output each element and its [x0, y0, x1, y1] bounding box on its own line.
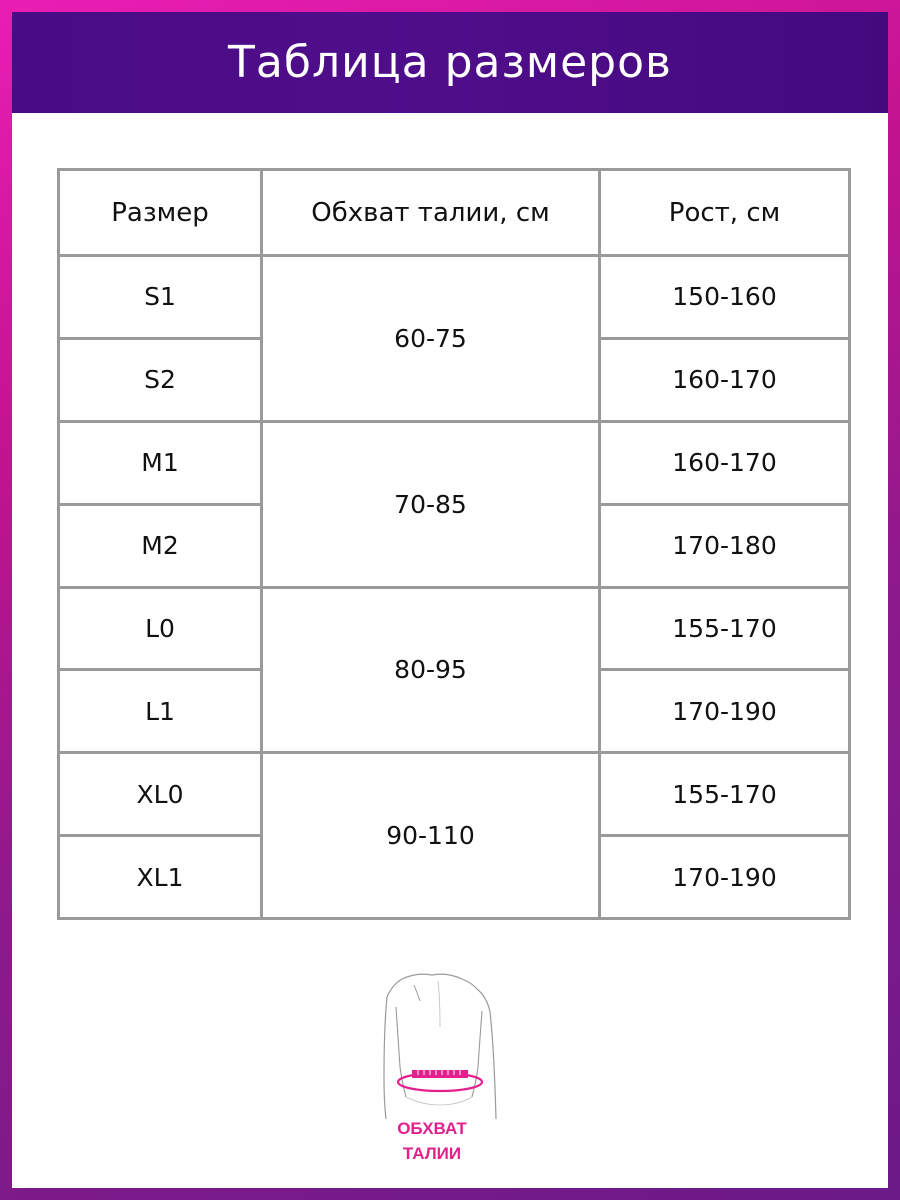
waist-cell: 60-75: [262, 256, 600, 422]
size-cell: S2: [59, 338, 262, 421]
caption-line-2: ТАЛИИ: [402, 1144, 462, 1163]
table-header-row: [59, 170, 850, 256]
height-cell: 150-160: [600, 256, 850, 339]
height-cell: 155-170: [600, 587, 850, 670]
size-cell: S1: [59, 256, 262, 339]
size-cell: XL1: [59, 836, 262, 919]
height-cell: 170-180: [600, 504, 850, 587]
header-banner: [12, 12, 888, 113]
waist-cell: 70-85: [262, 421, 600, 587]
column-header-waist: Обхват талии, см: [262, 170, 600, 256]
size-cell: XL0: [59, 753, 262, 836]
column-header-size: Размер: [59, 170, 262, 256]
page-title: Таблица размеров: [228, 37, 672, 88]
table-row: [59, 256, 850, 339]
size-cell: M1: [59, 421, 262, 504]
waist-cell: 80-95: [262, 587, 600, 753]
size-cell: L0: [59, 587, 262, 670]
table-row: [59, 421, 850, 504]
height-cell: 160-170: [600, 338, 850, 421]
caption-line-1: ОБХВАТ: [397, 1119, 467, 1138]
column-header-height: Рост, см: [600, 170, 850, 256]
height-cell: 160-170: [600, 421, 850, 504]
height-cell: 170-190: [600, 670, 850, 753]
size-cell: M2: [59, 504, 262, 587]
size-cell: L1: [59, 670, 262, 753]
waist-caption: [342, 1116, 522, 1166]
table-row: [59, 753, 850, 836]
page-canvas: [12, 12, 888, 1188]
torso-waist-measure-icon: [362, 967, 522, 1127]
height-cell: 170-190: [600, 836, 850, 919]
table-row: [59, 587, 850, 670]
height-cell: 155-170: [600, 753, 850, 836]
waist-cell: 90-110: [262, 753, 600, 919]
size-table: [57, 168, 851, 920]
